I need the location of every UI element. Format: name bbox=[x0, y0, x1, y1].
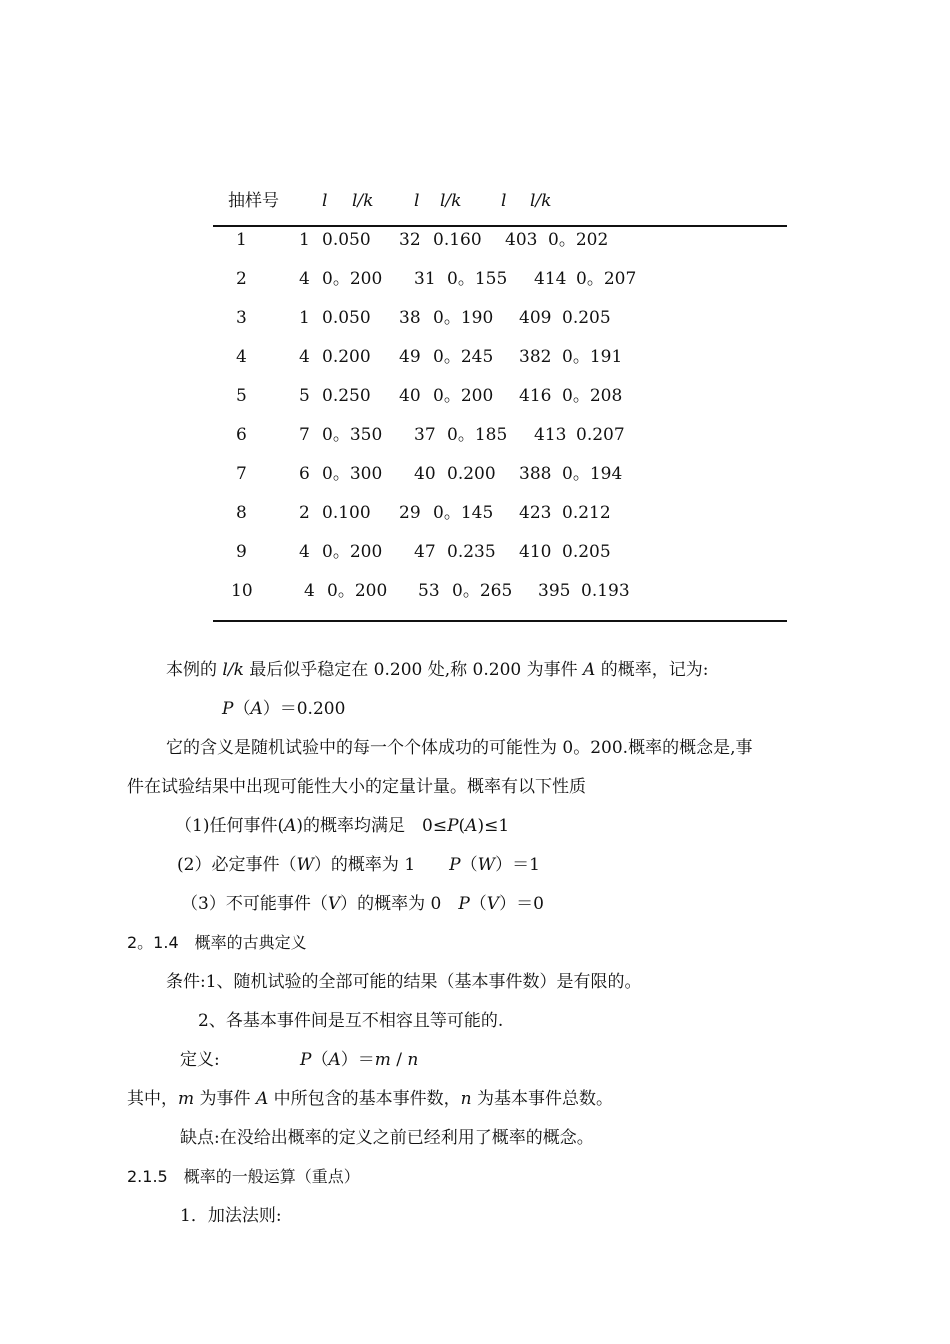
cell-l2: 40 bbox=[399, 386, 421, 406]
cell-l3: 410 bbox=[519, 542, 552, 562]
symbol-p: P bbox=[300, 1050, 312, 1070]
cell-f2: 0.200 bbox=[447, 464, 496, 484]
cell-no: 9 bbox=[236, 542, 247, 562]
cell-l1: 4 bbox=[299, 269, 310, 289]
cell-f1: 0。350 bbox=[322, 425, 383, 445]
cell-l2: 49 bbox=[399, 347, 421, 367]
text-run: (2）必定事件（ bbox=[177, 855, 297, 875]
text-run: ）＝1 bbox=[495, 855, 540, 875]
cell-l3: 423 bbox=[519, 503, 552, 523]
cell-f3: 0.205 bbox=[562, 308, 611, 328]
text-run: （ bbox=[233, 699, 251, 719]
symbol-m: m bbox=[374, 1050, 391, 1070]
text-run: ）的概率为 0 bbox=[340, 894, 459, 914]
text-run: （ bbox=[311, 1050, 329, 1070]
cell-f2: 0.160 bbox=[433, 230, 482, 250]
header-l-1: l bbox=[322, 191, 328, 211]
cell-l3: 413 bbox=[534, 425, 567, 445]
header-l-2: l bbox=[414, 191, 420, 211]
header-l-3: l bbox=[501, 191, 507, 211]
cell-l1: 4 bbox=[304, 581, 315, 601]
cell-f2: 0。200 bbox=[433, 386, 494, 406]
symbol-n: n bbox=[460, 1089, 472, 1109]
cell-l2: 47 bbox=[414, 542, 436, 562]
symbol-w: W bbox=[296, 855, 314, 875]
header-lk-1: l/k bbox=[352, 191, 374, 211]
cell-f3: 0.193 bbox=[581, 581, 630, 601]
condition-1: 条件:1、随机试验的全部可能的结果（基本事件数）是有限的。 bbox=[166, 972, 642, 992]
property-1 bbox=[175, 815, 509, 837]
symbol-lk: l/k bbox=[222, 660, 244, 680]
cell-f1: 0。300 bbox=[322, 464, 383, 484]
symbol-v: V bbox=[486, 894, 500, 914]
cell-f2: 0.235 bbox=[447, 542, 496, 562]
definition-explanation bbox=[127, 1088, 613, 1110]
cell-l3: 388 bbox=[519, 464, 552, 484]
condition-2: 2、各基本事件间是互不相容且等可能的. bbox=[198, 1011, 504, 1031]
cell-f1: 0.100 bbox=[322, 503, 371, 523]
header-lk-2: l/k bbox=[440, 191, 462, 211]
text-run: 本例的 bbox=[166, 660, 223, 680]
cell-no: 1 bbox=[236, 230, 247, 250]
cell-l1: 4 bbox=[299, 347, 310, 367]
cell-l3: 403 bbox=[505, 230, 538, 250]
symbol-p: P bbox=[449, 855, 461, 875]
text-run: ）＝ bbox=[340, 1050, 375, 1070]
text-run: )≤1 bbox=[477, 816, 510, 836]
cell-f3: 0.205 bbox=[562, 542, 611, 562]
cell-no: 3 bbox=[236, 308, 247, 328]
cell-l1: 2 bbox=[299, 503, 310, 523]
cell-l3: 409 bbox=[519, 308, 552, 328]
header-lk-3: l/k bbox=[530, 191, 552, 211]
cell-f3: 0.212 bbox=[562, 503, 611, 523]
cell-l1: 7 bbox=[299, 425, 310, 445]
cell-l3: 382 bbox=[519, 347, 552, 367]
list-item-addition-rule: 1．加法法则: bbox=[180, 1206, 282, 1226]
text-run: 为事件 bbox=[194, 1089, 256, 1109]
text-run: （3）不可能事件（ bbox=[181, 894, 328, 914]
cell-no: 4 bbox=[236, 347, 247, 367]
cell-l2: 38 bbox=[399, 308, 421, 328]
cell-l3: 416 bbox=[519, 386, 552, 406]
symbol-p: P bbox=[222, 699, 234, 719]
definition-label: 定义: bbox=[180, 1050, 220, 1070]
text-run: （ bbox=[469, 894, 487, 914]
cell-l3: 395 bbox=[538, 581, 571, 601]
cell-l2: 31 bbox=[414, 269, 436, 289]
symbol-a: A bbox=[465, 816, 478, 836]
paragraph-meaning-line2: 件在试验结果中出现可能性大小的定量计量。概率有以下性质 bbox=[127, 777, 586, 797]
cell-f2: 0。185 bbox=[447, 425, 508, 445]
text-run: ）的概率为 1 bbox=[313, 855, 450, 875]
cell-l2: 29 bbox=[399, 503, 421, 523]
paragraph-stable-value bbox=[166, 659, 708, 681]
property-3 bbox=[181, 893, 544, 915]
equation-pa bbox=[222, 698, 345, 720]
cell-f2: 0。245 bbox=[433, 347, 494, 367]
cell-f1: 0.050 bbox=[322, 308, 371, 328]
symbol-w: W bbox=[477, 855, 496, 875]
text-run: 为基本事件总数。 bbox=[471, 1089, 613, 1109]
symbol-n: n bbox=[407, 1050, 419, 1070]
paragraph-meaning-line1: 它的含义是随机试验中的每一个个体成功的可能性为 0。200.概率的概念是,事 bbox=[166, 738, 753, 758]
text-run: （ bbox=[460, 855, 478, 875]
symbol-p: P bbox=[447, 816, 459, 836]
cell-f3: 0。202 bbox=[548, 230, 609, 250]
cell-l2: 40 bbox=[414, 464, 436, 484]
cell-f2: 0。190 bbox=[433, 308, 494, 328]
section-heading-2-1-5: 2.1.5 概率的一般运算（重点） bbox=[127, 1167, 360, 1186]
cell-l1: 1 bbox=[299, 230, 310, 250]
text-run: / bbox=[390, 1050, 408, 1070]
symbol-a: A bbox=[583, 660, 596, 680]
cell-l1: 4 bbox=[299, 542, 310, 562]
definition-formula bbox=[300, 1049, 418, 1071]
text-run: ( bbox=[458, 816, 466, 836]
header-sample-no: 抽样号 bbox=[228, 191, 279, 211]
cell-f1: 0.250 bbox=[322, 386, 371, 406]
cell-no: 6 bbox=[236, 425, 247, 445]
cell-no: 2 bbox=[236, 269, 247, 289]
cell-f1: 0.200 bbox=[322, 347, 371, 367]
cell-f3: 0。191 bbox=[562, 347, 623, 367]
symbol-m: m bbox=[178, 1089, 195, 1109]
cell-no: 10 bbox=[231, 581, 253, 601]
section-heading-2-1-4: 2。1.4 概率的古典定义 bbox=[127, 933, 307, 952]
symbol-a: A bbox=[328, 1050, 341, 1070]
cell-l2: 37 bbox=[414, 425, 436, 445]
cell-no: 7 bbox=[236, 464, 247, 484]
cell-no: 5 bbox=[236, 386, 247, 406]
cell-l1: 6 bbox=[299, 464, 310, 484]
cell-f2: 0。265 bbox=[452, 581, 513, 601]
table-top-rule bbox=[213, 225, 787, 227]
cell-l1: 1 bbox=[299, 308, 310, 328]
text-run: 的概率，记为: bbox=[595, 660, 709, 680]
cell-f1: 0。200 bbox=[327, 581, 388, 601]
text-run: 其中， bbox=[127, 1089, 178, 1109]
text-run: ）＝0.200 bbox=[262, 699, 346, 719]
symbol-a: A bbox=[284, 816, 297, 836]
cell-f2: 0。145 bbox=[433, 503, 494, 523]
text-run: 中所包含的基本事件数， bbox=[268, 1089, 461, 1109]
cell-l2: 53 bbox=[418, 581, 440, 601]
text-run: ）＝0 bbox=[499, 894, 544, 914]
text-run: （1)任何事件( bbox=[175, 816, 285, 836]
cell-f2: 0。155 bbox=[447, 269, 508, 289]
cell-l3: 414 bbox=[534, 269, 567, 289]
symbol-p: P bbox=[458, 894, 470, 914]
symbol-a: A bbox=[250, 699, 263, 719]
cell-l2: 32 bbox=[399, 230, 421, 250]
cell-f3: 0。207 bbox=[576, 269, 637, 289]
cell-f3: 0。194 bbox=[562, 464, 623, 484]
text-run: 最后似乎稳定在 0.200 处,称 0.200 为事件 bbox=[243, 660, 584, 680]
cell-f1: 0.050 bbox=[322, 230, 371, 250]
cell-no: 8 bbox=[236, 503, 247, 523]
symbol-v: V bbox=[327, 894, 341, 914]
table-bottom-rule bbox=[213, 620, 787, 622]
cell-l1: 5 bbox=[299, 386, 310, 406]
symbol-a: A bbox=[255, 1089, 269, 1109]
flaw-note: 缺点:在没给出概率的定义之前已经利用了概率的概念。 bbox=[180, 1128, 594, 1148]
cell-f3: 0。208 bbox=[562, 386, 623, 406]
cell-f1: 0。200 bbox=[322, 269, 383, 289]
cell-f1: 0。200 bbox=[322, 542, 383, 562]
text-run: )的概率均满足 0≤ bbox=[296, 816, 448, 836]
cell-f3: 0.207 bbox=[576, 425, 625, 445]
property-2 bbox=[177, 854, 540, 876]
